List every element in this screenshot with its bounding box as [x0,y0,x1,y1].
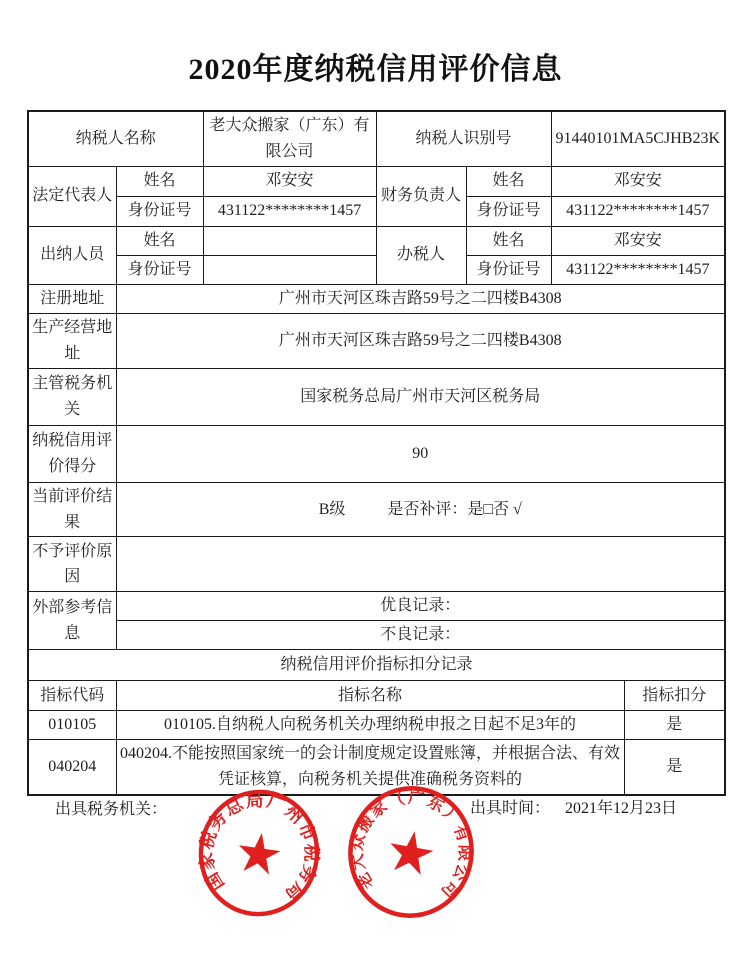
stamp-text: 老大众搬家（广东）有限公司 [346,787,475,904]
finance-officer-label: 财务负责人 [376,166,466,226]
stamp-text: 国家税务总局广州市税务局 [196,789,322,906]
supplementary-evaluation: 是否补评：是□否 √ [387,500,522,518]
credit-score-label: 纳税信用评价得分 [28,425,116,482]
legal-rep-id-label: 身份证号 [116,196,203,226]
indicator-code: 010105 [28,711,116,740]
legal-rep-label: 法定代表人 [28,166,116,226]
column-header-deduction: 指标扣分 [624,681,725,711]
company-stamp [345,783,477,921]
external-reference-label: 外部参考信息 [28,592,116,650]
finance-officer-id-value: 431122********1457 [551,196,725,226]
indicator-code: 040204 [28,740,116,795]
cashier-id-value [203,255,376,284]
column-header-name: 指标名称 [116,681,624,711]
bad-record-label: 不良记录： [116,621,725,650]
table-row [28,226,725,255]
table-row [28,425,725,482]
taxpayer-id-label: 纳税人识别号 [376,111,551,166]
tax-authority-stamp [196,786,322,920]
cashier-name-value [203,226,376,255]
table-row [28,368,725,425]
legal-rep-name-value: 邓安安 [203,166,376,196]
legal-rep-name-label: 姓名 [116,166,203,196]
deduction-section-title: 纳税信用评价指标扣分记录 [28,650,725,681]
table-header-row [28,681,725,711]
issue-time-value: 2021年12月23日 [565,800,678,817]
business-address-label: 生产经营地址 [28,313,116,368]
indicator-name: 040204.不能按照国家统一的会计制度规定设置账簿，并根据合法、有效凭证核算，向税务机关提供准确税务资料的 [116,740,624,795]
current-result-label: 当前评价结果 [28,482,116,537]
taxpayer-id-value: 91440101MA5CJHB23K [551,111,725,166]
table-row [28,621,725,650]
tax-credit-info-table [27,110,726,796]
no-evaluation-reason-value [116,537,725,592]
table-row [28,284,725,313]
current-result-value [116,482,725,537]
cashier-id-label: 身份证号 [116,255,203,284]
table-row [28,650,725,681]
table-row [28,111,725,166]
credit-grade: B级 [318,500,346,518]
tax-authority-label: 主管税务机关 [28,368,116,425]
issue-time-label: 出具时间： [470,800,551,817]
taxpayer-name-value: 老大众搬家（广东）有限公司 [203,111,376,166]
taxpayer-name-label: 纳税人名称 [28,111,203,166]
finance-officer-id-label: 身份证号 [466,196,551,226]
tax-agent-id-value: 431122********1457 [551,255,725,284]
table-row [28,313,725,368]
cashier-name-label: 姓名 [116,226,203,255]
table-row [28,537,725,592]
tax-agent-label: 办税人 [376,226,466,284]
business-address-value: 广州市天河区珠吉路59号之二四楼B4308 [116,313,725,368]
legal-rep-id-value: 431122********1457 [203,196,376,226]
issuing-authority-label: 出具税务机关： [55,801,168,818]
indicator-deduction: 是 [624,740,725,795]
column-header-code: 指标代码 [28,681,116,711]
indicator-name: 010105.自纳税人向税务机关办理纳税申报之日起不足3年的 [116,711,624,740]
tax-authority-value: 国家税务总局广州市天河区税务局 [116,368,725,425]
good-record-label: 优良记录： [116,592,725,621]
credit-score-value: 90 [116,425,725,482]
no-evaluation-reason-label: 不予评价原因 [28,537,116,592]
tax-agent-name-label: 姓名 [466,226,551,255]
table-row [28,711,725,740]
document-footer [0,782,751,969]
table-row [28,592,725,621]
star-icon [386,827,436,876]
cashier-label: 出纳人员 [28,226,116,284]
finance-officer-name-label: 姓名 [466,166,551,196]
star-icon [235,830,282,876]
finance-officer-name-value: 邓安安 [551,166,725,196]
registered-address-label: 注册地址 [28,284,116,313]
table-row [28,166,725,196]
tax-agent-id-label: 身份证号 [466,255,551,284]
indicator-deduction: 是 [624,711,725,740]
page-title: 2020年度纳税信用评价信息 [188,53,563,86]
tax-agent-name-value: 邓安安 [551,226,725,255]
registered-address-value: 广州市天河区珠吉路59号之二四楼B4308 [116,284,725,313]
table-row [28,482,725,537]
